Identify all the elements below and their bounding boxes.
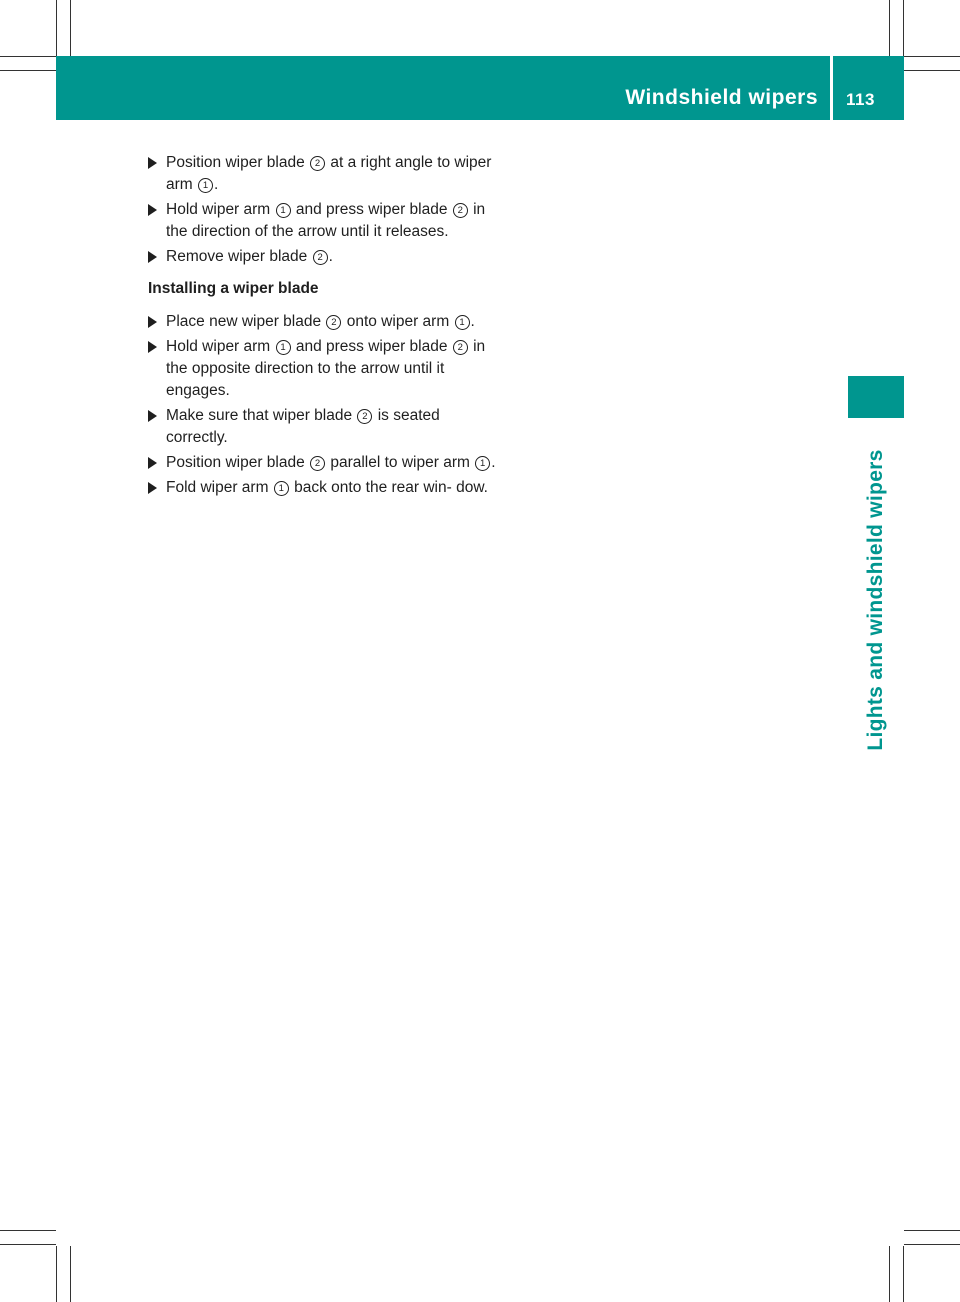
callout-2-icon: 2 bbox=[453, 340, 468, 355]
callout-2-icon: 2 bbox=[357, 409, 372, 424]
crop-mark bbox=[56, 1246, 57, 1302]
crop-mark bbox=[56, 0, 57, 56]
step-arrow-icon bbox=[148, 251, 157, 263]
crop-mark bbox=[904, 1244, 960, 1245]
crop-mark bbox=[70, 0, 71, 56]
callout-1-icon: 1 bbox=[276, 340, 291, 355]
subheading: Installing a wiper blade bbox=[148, 280, 319, 297]
step: Remove wiper blade 2 . bbox=[148, 246, 498, 268]
crop-mark bbox=[0, 1244, 56, 1245]
step: Hold wiper arm 1 and press wiper blade 2 in the opposite direction to the arrow until it engages. bbox=[148, 336, 498, 402]
crop-mark bbox=[904, 1230, 960, 1231]
step: Fold wiper arm 1 back onto the rear win- dow. bbox=[148, 477, 498, 499]
callout-1-icon: 1 bbox=[475, 456, 490, 471]
instructions bbox=[148, 152, 498, 502]
step: Hold wiper arm 1 and press wiper blade 2 in the direction of the arrow until it releases. bbox=[148, 199, 498, 243]
page-header bbox=[56, 56, 904, 120]
callout-2-icon: 2 bbox=[310, 156, 325, 171]
chapter-label: Lights and windshield wipers bbox=[864, 449, 887, 751]
callout-2-icon: 2 bbox=[310, 456, 325, 471]
step-arrow-icon bbox=[148, 204, 157, 216]
crop-mark bbox=[903, 1246, 904, 1302]
callout-1-icon: 1 bbox=[198, 178, 213, 193]
step-arrow-icon bbox=[148, 482, 157, 494]
crop-mark bbox=[0, 56, 56, 57]
page-number: 113 bbox=[846, 90, 875, 109]
step-arrow-icon bbox=[148, 341, 157, 353]
crop-mark bbox=[904, 70, 960, 71]
step-arrow-icon bbox=[148, 316, 157, 328]
step-arrow-icon bbox=[148, 457, 157, 469]
crop-mark bbox=[904, 56, 960, 57]
crop-mark bbox=[0, 70, 56, 71]
callout-2-icon: 2 bbox=[326, 315, 341, 330]
crop-mark bbox=[889, 1246, 890, 1302]
step: Position wiper blade 2 at a right angle to wiper arm 1 . bbox=[148, 152, 498, 196]
step: Make sure that wiper blade 2 is seated correctly. bbox=[148, 405, 498, 449]
crop-mark bbox=[70, 1246, 71, 1302]
callout-1-icon: 1 bbox=[276, 203, 291, 218]
step-arrow-icon bbox=[148, 410, 157, 422]
crop-mark bbox=[889, 0, 890, 56]
callout-1-icon: 1 bbox=[455, 315, 470, 330]
chapter-tab bbox=[848, 376, 904, 418]
callout-2-icon: 2 bbox=[313, 250, 328, 265]
section-title: Windshield wipers bbox=[625, 86, 818, 109]
crop-mark bbox=[0, 1230, 56, 1231]
step: Position wiper blade 2 parallel to wiper arm 1 . bbox=[148, 452, 498, 474]
step-arrow-icon bbox=[148, 157, 157, 169]
crop-mark bbox=[903, 0, 904, 56]
header-divider bbox=[830, 56, 833, 120]
step: Place new wiper blade 2 onto wiper arm 1 . bbox=[148, 311, 498, 333]
callout-1-icon: 1 bbox=[274, 481, 289, 496]
callout-2-icon: 2 bbox=[453, 203, 468, 218]
